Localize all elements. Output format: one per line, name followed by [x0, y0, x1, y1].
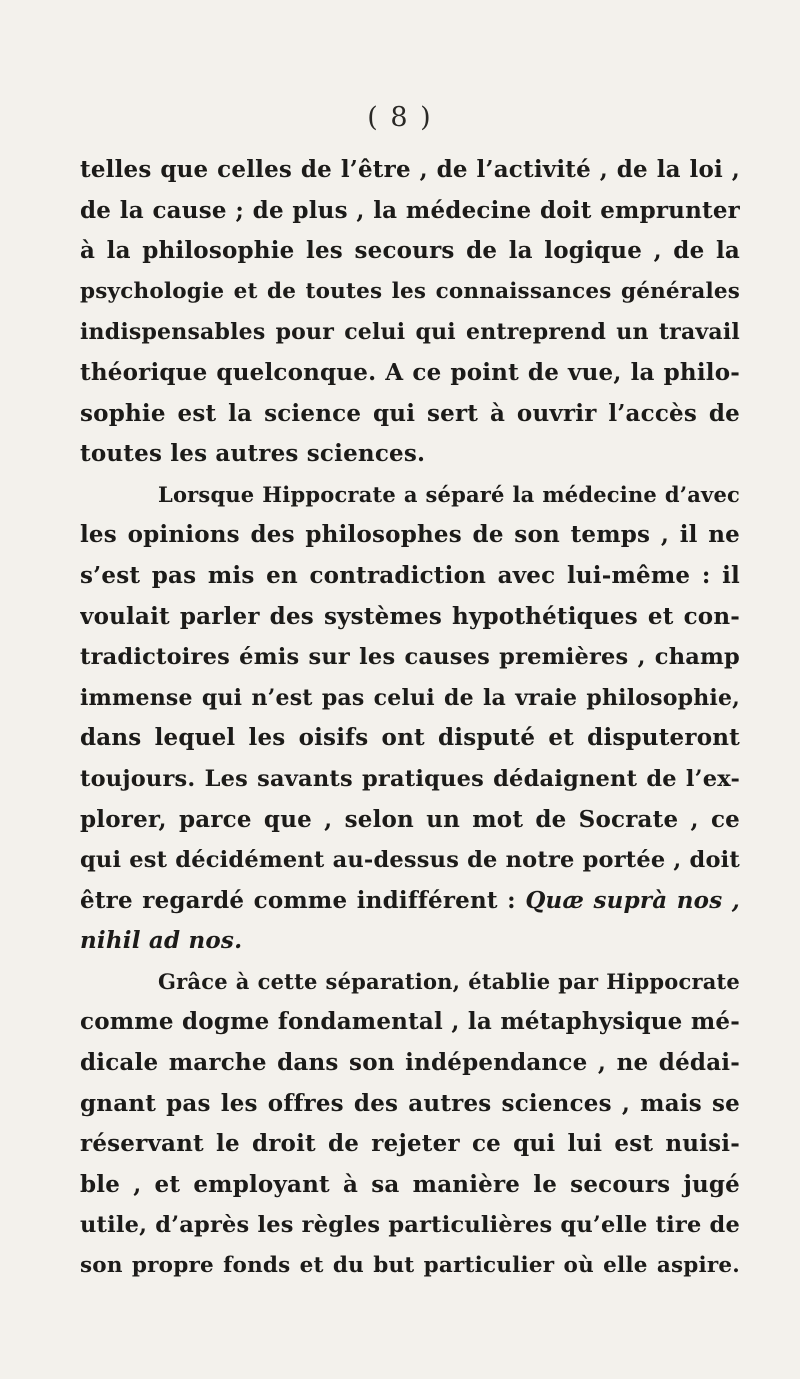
- text-line: réservant le droit de rejeter ce qui lui est nuisi-: [80, 1130, 740, 1158]
- text-line: comme dogme fondamental , la métaphysique mé-: [80, 1008, 740, 1036]
- text-line: utile, d’après les règles particulières qu’elle tire de: [80, 1212, 740, 1239]
- latin-quote: Quæ suprà nos ,: [525, 886, 740, 914]
- text-line: [80, 921, 740, 962]
- text-line: s’est pas mis en contradiction avec lui-même : il: [80, 561, 740, 589]
- text-line: de la cause ; de plus , la médecine doit emprunter: [80, 196, 740, 224]
- text-line: qui est décidément au-dessus de notre portée , doit: [80, 847, 740, 874]
- text-line: tradictoires émis sur les causes premières , champ: [80, 644, 740, 671]
- text-line: immense qui n’est pas celui de la vraie philosophie,: [80, 684, 740, 711]
- text-line: théorique quelconque. A ce point de vue, la philo-: [80, 358, 740, 386]
- text-line: Lorsque Hippocrate a séparé la médecine d’avec: [158, 481, 740, 507]
- text-line: sophie est la science qui sert à ouvrir l’accès de: [80, 399, 740, 427]
- text-line: ble , et employant à sa manière le secours jugé: [80, 1170, 740, 1198]
- text-line: Grâce à cette séparation, établie par Hippocrate: [158, 968, 740, 994]
- body-text: [80, 150, 740, 1287]
- text-line: à la philosophie les secours de la logique , de la: [80, 237, 740, 265]
- text-line: dicale marche dans son indépendance , ne dédai-: [80, 1049, 740, 1077]
- text-line: plorer, parce que , selon un mot de Socrate , ce: [80, 805, 740, 833]
- text-line: gnant pas les offres des autres sciences , mais se: [80, 1089, 740, 1117]
- text-line: voulait parler des systèmes hypothétiques et con-: [80, 602, 740, 630]
- text-line: toujours. Les savants pratiques dédaignent de l’ex-: [80, 765, 740, 792]
- text-line: être regardé comme indifférent : Quæ suprà nos ,: [80, 886, 740, 914]
- text-line: telles que celles de l’être , de l’activité , de la loi ,: [80, 156, 740, 183]
- text-line: les opinions des philosophes de son temps , il ne: [80, 521, 740, 549]
- latin-quote: nihil ad nos.: [80, 927, 243, 955]
- page-number: ( 8 ): [367, 102, 433, 133]
- text-line: toutes les autres sciences.: [80, 440, 426, 468]
- text-line: psychologie et de toutes les connaissances générales: [80, 278, 740, 304]
- text-line: indispensables pour celui qui entreprend un travail: [80, 319, 740, 346]
- text-line: dans lequel les oisifs ont disputé et disputeront: [80, 724, 740, 752]
- text-line: son propre fonds et du but particulier où elle aspire.: [80, 1253, 740, 1279]
